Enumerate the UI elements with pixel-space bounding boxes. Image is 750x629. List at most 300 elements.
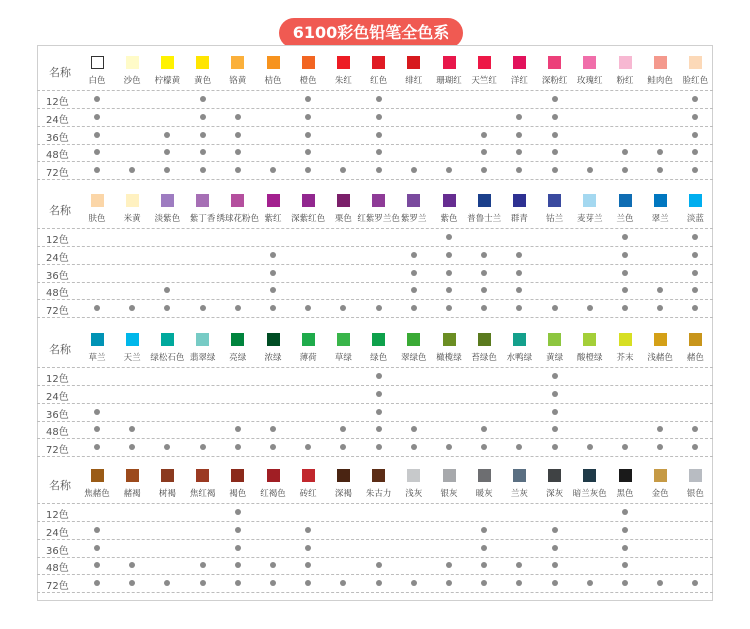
set-row [37, 265, 713, 283]
color-swatch [654, 194, 667, 207]
color-swatch [337, 469, 350, 482]
included-dot [692, 114, 698, 120]
color-swatch [267, 469, 280, 482]
section-header [37, 460, 713, 504]
included-dot [552, 391, 558, 397]
color-swatch [583, 469, 596, 482]
included-dot [235, 132, 241, 138]
included-dot [94, 444, 100, 450]
color-swatch [443, 469, 456, 482]
included-dot [305, 114, 311, 120]
included-dot [305, 580, 311, 586]
included-dot [164, 132, 170, 138]
color-name: 天兰 [123, 353, 141, 363]
included-dot [657, 167, 663, 173]
included-dot [657, 305, 663, 311]
color-name: 深粉红 [541, 76, 568, 86]
color-swatch [196, 469, 209, 482]
set-row-label: 12色 [46, 235, 69, 246]
color-swatch [513, 469, 526, 482]
included-dot [446, 287, 452, 293]
included-dot [622, 562, 628, 568]
color-swatch [161, 333, 174, 346]
color-name: 麦芽兰 [577, 214, 603, 224]
included-dot [270, 287, 276, 293]
set-row [37, 575, 713, 593]
included-dot [446, 234, 452, 240]
included-dot [411, 426, 417, 432]
color-swatch [91, 333, 104, 346]
section-header [37, 47, 713, 91]
color-swatch [91, 56, 104, 69]
set-row [37, 144, 713, 162]
color-name: 翠绿色 [401, 353, 427, 363]
color-name: 黄绿 [546, 353, 564, 363]
color-name: 草兰 [88, 353, 106, 363]
set-row-label: 36色 [46, 545, 69, 557]
included-dot [94, 167, 100, 173]
included-dot [94, 562, 100, 568]
included-dot [622, 509, 628, 515]
included-dot [622, 287, 628, 293]
color-swatch [548, 194, 561, 207]
row-divider [37, 456, 713, 457]
included-dot [481, 252, 487, 258]
included-dot [587, 444, 593, 450]
included-dot [622, 149, 628, 155]
color-name: 兰灰 [510, 489, 528, 499]
color-name: 紫丁香 [189, 214, 216, 224]
included-dot [552, 444, 558, 450]
included-dot [411, 270, 417, 276]
color-name: 浅灰 [405, 489, 423, 499]
color-swatch [126, 56, 139, 69]
included-dot [622, 270, 628, 276]
color-swatch [407, 194, 420, 207]
color-name: 苔绿色 [471, 353, 497, 363]
color-swatch [267, 194, 280, 207]
included-dot [200, 444, 206, 450]
included-dot [129, 167, 135, 173]
color-section [37, 185, 713, 318]
included-dot [552, 545, 558, 551]
row-divider [37, 592, 713, 593]
included-dot [94, 580, 100, 586]
included-dot [516, 270, 522, 276]
included-dot [481, 426, 487, 432]
color-swatch [619, 56, 632, 69]
color-swatch [337, 56, 350, 69]
included-dot [94, 527, 100, 533]
included-dot [481, 545, 487, 551]
included-dot [94, 149, 100, 155]
color-name: 绯红 [405, 76, 423, 86]
included-dot [411, 287, 417, 293]
color-name: 绿色 [370, 353, 388, 363]
color-name: 砖红 [299, 489, 317, 499]
included-dot [270, 305, 276, 311]
included-dot [129, 580, 135, 586]
included-dot [129, 444, 135, 450]
color-name: 焦赭色 [84, 489, 110, 499]
color-swatch [548, 469, 561, 482]
included-dot [376, 580, 382, 586]
included-dot [446, 562, 452, 568]
color-name: 米黄 [123, 214, 141, 224]
color-name: 脸红色 [682, 76, 709, 86]
color-name: 栗色 [334, 214, 352, 224]
set-row [37, 439, 713, 457]
name-column-label: 名称 [49, 204, 71, 217]
color-swatch [583, 194, 596, 207]
included-dot [94, 96, 100, 102]
color-swatch [407, 469, 420, 482]
included-dot [692, 132, 698, 138]
included-dot [516, 252, 522, 258]
color-section [37, 47, 713, 180]
included-dot [270, 252, 276, 258]
included-dot [622, 527, 628, 533]
included-dot [129, 562, 135, 568]
color-name: 深灰 [546, 489, 564, 499]
included-dot [692, 149, 698, 155]
included-dot [340, 580, 346, 586]
color-name: 水鸭绿 [506, 353, 533, 363]
included-dot [305, 527, 311, 533]
included-dot [411, 167, 417, 173]
included-dot [552, 580, 558, 586]
color-swatch [654, 56, 667, 69]
included-dot [481, 270, 487, 276]
set-row [37, 91, 713, 109]
set-row-label: 24色 [46, 114, 69, 126]
included-dot [94, 114, 100, 120]
included-dot [552, 114, 558, 120]
color-swatch [302, 56, 315, 69]
included-dot [376, 132, 382, 138]
included-dot [376, 305, 382, 311]
section-header [37, 185, 713, 229]
color-swatch [689, 333, 702, 346]
set-row-label: 48色 [46, 427, 69, 439]
color-name: 翠兰 [651, 214, 669, 224]
included-dot [411, 444, 417, 450]
included-dot [129, 305, 135, 311]
included-dot [305, 167, 311, 173]
included-dot [446, 305, 452, 311]
included-dot [657, 426, 663, 432]
included-dot [516, 114, 522, 120]
color-name: 暗兰灰色 [572, 489, 607, 499]
included-dot [235, 149, 241, 155]
set-row-label: 12色 [46, 374, 69, 385]
included-dot [516, 580, 522, 586]
included-dot [552, 562, 558, 568]
set-row [37, 247, 713, 265]
set-row [37, 162, 713, 180]
color-name: 天竺红 [471, 76, 497, 86]
color-name: 酸橙绿 [577, 353, 603, 363]
included-dot [692, 167, 698, 173]
included-dot [94, 305, 100, 311]
set-row-label: 24色 [46, 527, 69, 539]
color-swatch [126, 469, 139, 482]
color-name: 红褐色 [260, 489, 286, 499]
color-name: 红紫罗兰色 [357, 214, 400, 224]
included-dot [622, 167, 628, 173]
color-swatch [161, 469, 174, 482]
included-dot [270, 167, 276, 173]
set-row-label: 12色 [46, 510, 69, 521]
included-dot [411, 252, 417, 258]
color-name: 银色 [686, 489, 704, 499]
included-dot [516, 167, 522, 173]
set-row [37, 368, 713, 386]
set-row-label: 12色 [46, 97, 69, 108]
included-dot [692, 252, 698, 258]
included-dot [692, 287, 698, 293]
set-row-label: 72色 [46, 168, 69, 180]
color-name: 金色 [651, 489, 669, 499]
color-swatch [372, 56, 385, 69]
included-dot [622, 545, 628, 551]
included-dot [587, 167, 593, 173]
included-dot [305, 132, 311, 138]
color-swatch [443, 56, 456, 69]
included-dot [200, 96, 206, 102]
color-swatch [689, 56, 702, 69]
set-row-label: 72色 [46, 445, 69, 457]
included-dot [657, 444, 663, 450]
included-dot [657, 580, 663, 586]
included-dot [164, 580, 170, 586]
included-dot [552, 373, 558, 379]
color-swatch [548, 333, 561, 346]
set-row [37, 386, 713, 404]
included-dot [164, 149, 170, 155]
color-name: 焦红褐 [189, 489, 216, 499]
color-swatch [478, 333, 491, 346]
color-name: 树褐 [158, 489, 176, 499]
color-name: 鲑肉色 [647, 76, 673, 86]
set-row-label: 72色 [46, 581, 69, 593]
included-dot [270, 426, 276, 432]
color-name: 玫瑰红 [577, 76, 603, 86]
color-name: 朱古力 [365, 489, 392, 499]
color-name: 淡紫色 [154, 214, 181, 224]
included-dot [200, 149, 206, 155]
included-dot [305, 444, 311, 450]
included-dot [376, 426, 382, 432]
included-dot [270, 562, 276, 568]
color-name: 暖灰 [475, 489, 493, 499]
color-swatch [372, 469, 385, 482]
included-dot [340, 444, 346, 450]
included-dot [94, 545, 100, 551]
included-dot [516, 562, 522, 568]
included-dot [164, 444, 170, 450]
color-swatch [583, 333, 596, 346]
set-row [37, 504, 713, 522]
included-dot [94, 409, 100, 415]
set-row [37, 282, 713, 300]
color-name: 沙色 [123, 76, 141, 86]
color-swatch [91, 469, 104, 482]
color-swatch [302, 333, 315, 346]
included-dot [376, 167, 382, 173]
color-swatch [231, 333, 244, 346]
included-dot [235, 114, 241, 120]
color-swatch [583, 56, 596, 69]
color-name: 深紫红色 [291, 214, 326, 224]
included-dot [552, 426, 558, 432]
color-swatch [443, 194, 456, 207]
color-swatch [478, 194, 491, 207]
color-name: 紫罗兰 [401, 214, 427, 224]
color-swatch [337, 194, 350, 207]
included-dot [164, 167, 170, 173]
color-name: 钴兰 [546, 214, 564, 224]
color-name: 桔色 [264, 76, 282, 86]
set-row [37, 127, 713, 145]
included-dot [376, 409, 382, 415]
color-name: 黄色 [194, 76, 212, 86]
included-dot [200, 305, 206, 311]
color-name: 群青 [510, 214, 528, 224]
included-dot [446, 167, 452, 173]
included-dot [622, 252, 628, 258]
color-name: 浅赭色 [647, 353, 673, 363]
included-dot [235, 426, 241, 432]
included-dot [340, 167, 346, 173]
color-swatch [196, 333, 209, 346]
color-swatch [161, 194, 174, 207]
color-name: 亮绿 [229, 353, 247, 363]
color-swatch [267, 56, 280, 69]
included-dot [235, 562, 241, 568]
color-swatch [478, 469, 491, 482]
included-dot [376, 96, 382, 102]
color-section [37, 460, 713, 593]
color-swatch [91, 194, 104, 207]
included-dot [376, 373, 382, 379]
included-dot [235, 545, 241, 551]
included-dot [481, 167, 487, 173]
included-dot [692, 96, 698, 102]
included-dot [270, 580, 276, 586]
row-divider [37, 317, 713, 318]
included-dot [200, 562, 206, 568]
set-row [37, 421, 713, 439]
included-dot [481, 287, 487, 293]
included-dot [235, 527, 241, 533]
set-row [37, 300, 713, 318]
included-dot [516, 305, 522, 311]
included-dot [305, 149, 311, 155]
color-name: 赭色 [686, 353, 704, 363]
color-swatch [513, 333, 526, 346]
color-name: 翡翠绿 [189, 353, 216, 363]
included-dot [164, 305, 170, 311]
color-name: 铬黄 [229, 76, 247, 86]
set-row-label: 48色 [46, 150, 69, 162]
included-dot [235, 444, 241, 450]
set-row-label: 36色 [46, 409, 69, 421]
color-swatch [302, 194, 315, 207]
set-row [37, 557, 713, 575]
color-name: 橄榄绿 [436, 353, 462, 363]
included-dot [376, 114, 382, 120]
color-swatch [478, 56, 491, 69]
color-name: 柠檬黄 [154, 76, 181, 86]
included-dot [340, 305, 346, 311]
included-dot [481, 444, 487, 450]
included-dot [94, 132, 100, 138]
included-dot [552, 132, 558, 138]
set-row [37, 404, 713, 422]
name-column-label: 名称 [49, 66, 71, 79]
included-dot [552, 167, 558, 173]
included-dot [446, 444, 452, 450]
included-dot [481, 149, 487, 155]
included-dot [552, 305, 558, 311]
included-dot [200, 167, 206, 173]
included-dot [446, 252, 452, 258]
included-dot [200, 580, 206, 586]
color-swatch [372, 333, 385, 346]
included-dot [622, 305, 628, 311]
included-dot [552, 409, 558, 415]
included-dot [446, 270, 452, 276]
included-dot [235, 509, 241, 515]
color-name: 浓绿 [264, 353, 282, 363]
color-name: 褐色 [229, 489, 247, 499]
color-swatch [689, 469, 702, 482]
included-dot [200, 132, 206, 138]
included-dot [481, 132, 487, 138]
color-swatch [513, 56, 526, 69]
included-dot [270, 444, 276, 450]
included-dot [235, 167, 241, 173]
included-dot [692, 426, 698, 432]
included-dot [200, 114, 206, 120]
set-row [37, 109, 713, 127]
color-name: 白色 [88, 76, 106, 86]
color-name: 黑色 [616, 489, 634, 499]
color-name: 淡蓝 [686, 214, 704, 224]
color-name: 肤色 [88, 214, 106, 224]
set-row [37, 522, 713, 540]
color-swatch [513, 194, 526, 207]
included-dot [692, 444, 698, 450]
color-swatch [337, 333, 350, 346]
included-dot [692, 580, 698, 586]
page-title: 6100彩色铅笔全色系 [279, 18, 463, 48]
set-row-label: 72色 [46, 306, 69, 318]
included-dot [481, 580, 487, 586]
included-dot [411, 580, 417, 586]
row-divider [37, 179, 713, 180]
included-dot [622, 444, 628, 450]
color-swatch [689, 194, 702, 207]
included-dot [516, 444, 522, 450]
color-swatch [126, 194, 139, 207]
included-dot [376, 149, 382, 155]
set-row-label: 24色 [46, 252, 69, 264]
color-name: 绿松石色 [150, 353, 185, 363]
included-dot [270, 270, 276, 276]
color-swatch [407, 333, 420, 346]
